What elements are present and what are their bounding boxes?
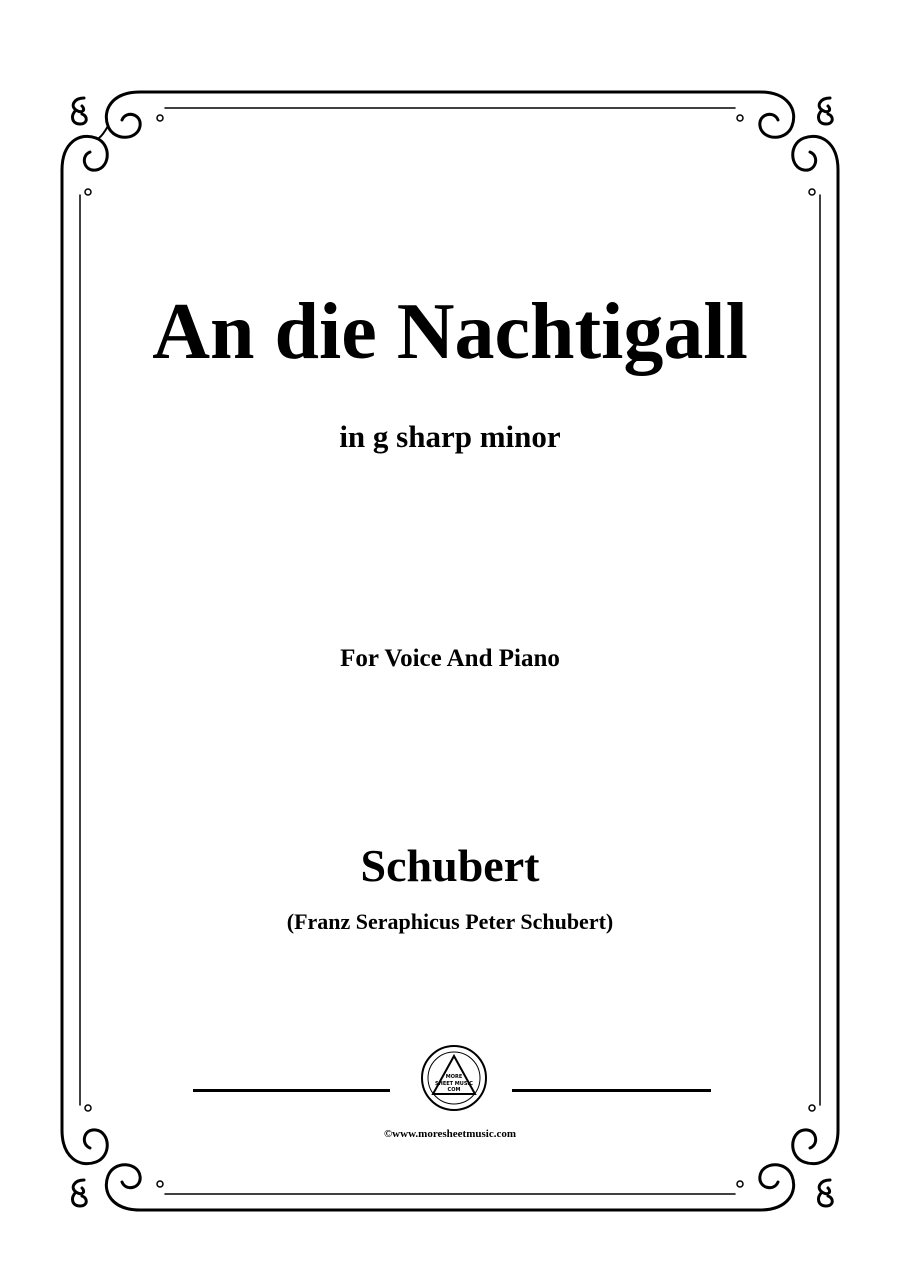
song-title: An die Nachtigall: [152, 288, 748, 376]
seal-text-1: MORE: [445, 1074, 463, 1080]
flourish-top-left: [73, 98, 87, 124]
divider-right: [512, 1089, 711, 1092]
composer-name: Schubert: [360, 840, 540, 891]
flourish-bottom-left: [73, 1180, 87, 1206]
divider-left: [193, 1089, 390, 1092]
corner-scroll-top-left: [62, 92, 163, 195]
copyright-website: ©www.moresheetmusic.com: [383, 1128, 517, 1140]
instrumentation: For Voice And Piano: [340, 645, 560, 672]
corner-scroll-bottom-right: [737, 1105, 838, 1210]
corner-scroll-top-right: [737, 92, 838, 195]
key-subtitle: in g sharp minor: [339, 419, 561, 454]
flourish-bottom-right: [819, 1180, 833, 1206]
flourish-top-right: [819, 98, 833, 124]
composer-full-name: (Franz Seraphicus Peter Schubert): [286, 909, 614, 934]
seal-text-2: SHEET MUSIC: [435, 1081, 473, 1087]
publisher-seal: [420, 1044, 488, 1112]
seal-text-3: COM: [447, 1087, 461, 1093]
